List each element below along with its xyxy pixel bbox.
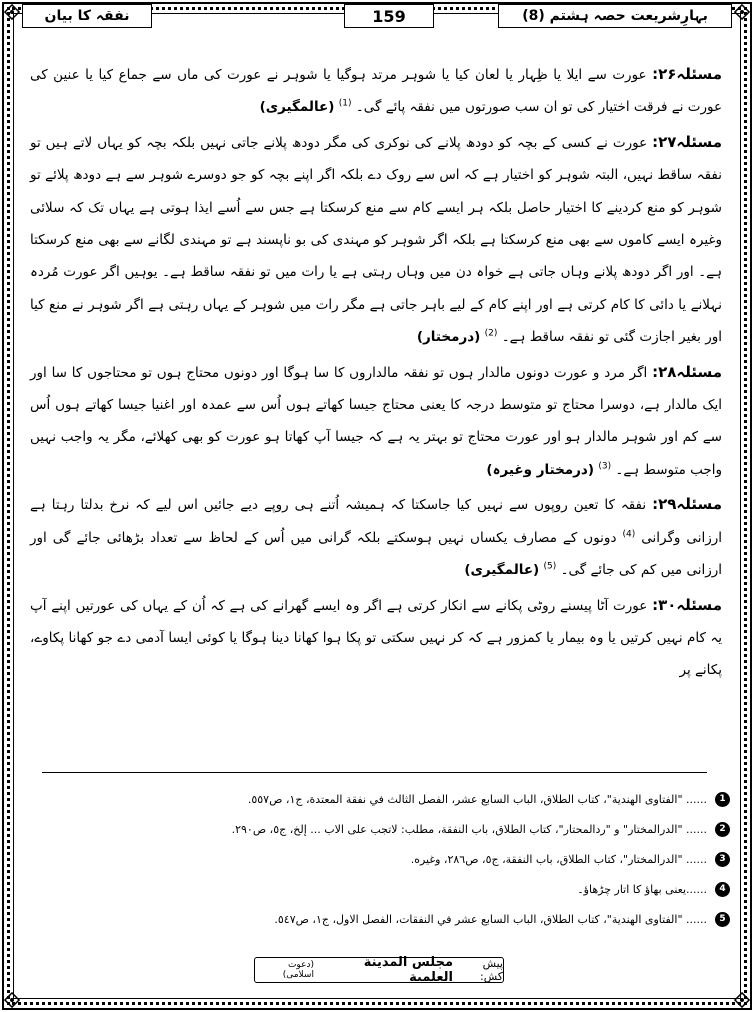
footnote-item	[34, 904, 730, 934]
footer-prefix: پیش کش:	[480, 957, 503, 983]
footnote-ref[interactable]: (2)	[484, 328, 498, 339]
masala-text: اگر مرد و عورت دونوں مالدار ہوں تو نفقہ مالداروں کا سا ہوگا اور دونوں محتاج ہوں تو محتاجوں کا سا اور ایک مالدار ہے، دوسرا محتاج تو متوسط درجہ کا یعنی محتاج جیسا کھاتے ہوں اُس سے عمدہ اور اغنیا جیسا کھاتے ہوں اُس سے کم اور شوہر مالدار ہو اور عورت محتاج تو بہتر یہ ہے کہ جیسا آپ کھاتا ہو عورت کو بھی کھلائے، مگر یہ واجب نہیں واجب متوسط ہے۔	[30, 364, 722, 478]
masala-text: عورت آٹا پیسنے روٹی پکانے سے انکار کرتی ہے اگر وہ ایسے گھرانے کی ہے کہ اُن کے یہاں کی عورتیں اپنے آپ یہ کام نہیں کرتیں یا وہ بیمار یا کمزور ہے کہ کر نہیں سکتی تو پکا ہوا کھانا دینا ہوگا یا کوئی ایسا آدمی دے جو کھانا پکاوے، پکانے پر	[30, 597, 722, 679]
footnote-number: 3	[715, 852, 730, 867]
chapter-title: نفقہ کا بیان	[22, 4, 152, 28]
masala-text: عورت سے ایلا یا ظِہار یا لعان کیا یا شوہر مرتد ہوگیا یا شوہر نے عورت کی ماں سے جماع کیا یا عنین کی عورت نے فرقت اختیار کی تو ان سب صورتوں میں نفقہ پائے گی۔	[30, 67, 722, 116]
footnote-text: ...... "الدرالمختار" و "ردالمحتار"، كتاب الطلاق، باب النفقة، مطلب: لاتجب على الاب ... إلخ، ج٥، ص٢٩٠.	[231, 822, 707, 836]
footnote-item	[34, 814, 730, 844]
publisher-footer	[254, 957, 504, 983]
source-citation: (درمختار وغیرہ)	[486, 461, 595, 478]
masala-26	[30, 58, 722, 124]
footnote-divider	[42, 772, 707, 773]
masala-text: نفقہ کا تعین روپوں سے نہیں کیا جاسکتا کہ ہمیشہ اُتنے ہی روپے دیے جائیں اس لیے کہ نرخ بدلتا رہتا ہے ارزانی وگرانی	[30, 497, 722, 546]
publisher-name: مجلس المدينة العلمية	[363, 955, 454, 985]
footnote-item	[34, 784, 730, 814]
footnote-text: ...... "الفتاوی الهندية"، كتاب الطلاق، الباب السابع عشر في النفقات، الفصل الاول، ج١، ص٥٤٧.	[274, 912, 707, 926]
page-header	[22, 4, 732, 28]
page-number: 159	[344, 4, 434, 28]
corner-ornament-icon	[734, 992, 750, 1008]
footnote-item	[34, 844, 730, 874]
masala-30	[30, 589, 722, 687]
footnotes	[34, 784, 730, 934]
masala-27	[30, 126, 722, 354]
footnote-text: ...... "الدرالمختار"، كتاب الطلاق، باب النفقة، ج٥، ص٢٨٦، وغيره.	[410, 852, 707, 866]
footnote-number: 1	[715, 792, 730, 807]
book-section-title: بہارِشریعت حصہ ہشتم (8)	[498, 4, 732, 28]
footnote-number: 5	[715, 912, 730, 927]
footnote-text: ...... "الفتاوی الهندية"، كتاب الطلاق، الباب السابع عشر، الفصل الثالث في نفقة المعتدة، ج١، ص٥٥٧.	[247, 792, 707, 806]
masala-label: مسئلہ۲۸:	[652, 362, 722, 381]
main-text	[30, 58, 722, 689]
footnote-text: ......یعنی بھاؤ کا اتار چڑھاؤ۔	[577, 882, 707, 896]
masala-label: مسئلہ۲۷:	[652, 132, 722, 151]
masala-label: مسئلہ۲۹:	[652, 495, 722, 514]
source-citation: (درمختار)	[416, 329, 481, 346]
footnote-ref[interactable]: (5)	[543, 561, 557, 572]
publisher-parent: (دعوت اسلامی)	[282, 960, 314, 980]
masala-text: عورت نے کسی کے بچہ کو دودھ پلانے کی نوکری کی مگر دودھ پلانے جاتی نہیں بلکہ بچہ کو یہاں لاتے ہیں تو نفقہ ساقط نہیں، البتہ شوہر کو اختیار ہے کہ اس سے روک دے بلکہ اگر اپنے بچہ کو جو دوسرے شوہر سے ہے دودھ پلائے تو شوہر کو منع کردینے کا اختیار حاصل بلکہ ہر ایسے کام سے منع کرسکتا ہے جس سے اُسے ایذا ہوتی ہے یہاں تک کہ سلائی وغیرہ ایسے کاموں سے بھی منع کرسکتا ہے بلکہ اگر شوہر کو مہندی کی بو ناپسند ہے تو مہندی لگانے سے بھی منع کرسکتا ہے۔ اور اگر دودھ پلانے وہاں جاتی ہے خواہ دن میں وہاں رہتی ہے یا رات میں تو نفقہ ساقط ہے۔ یوہیں اگر عورت مُردہ نہلانے یا دائی کا کام کرتی ہے اور اپنے کام کے لیے باہر جاتی ہے مگر رات میں شوہر کے یہاں رہتی ہے اگر شوہر نے منع کیا اور بغیر اجازت گئی تو نفقہ ساقط ہے۔	[30, 134, 722, 346]
masala-28	[30, 356, 722, 487]
corner-ornament-icon	[4, 4, 20, 20]
footnote-number: 2	[715, 822, 730, 837]
footnote-ref[interactable]: (4)	[622, 529, 636, 540]
masala-label: مسئلہ۲۶:	[652, 65, 723, 83]
masala-text-continued: دونوں کے مصارف یکساں نہیں ہوسکتے بلکہ گرانی میں اُس کے لحاظ سے تعداد بڑھائی جائے گی اور ارزانی میں کم کی جائے گی۔	[30, 529, 722, 579]
footnote-ref[interactable]: (3)	[598, 461, 612, 472]
footnote-number: 4	[715, 882, 730, 897]
source-citation: (عالمگیری)	[259, 99, 335, 116]
masala-label: مسئلہ۳۰:	[652, 595, 722, 614]
masala-29	[30, 488, 722, 586]
source-citation: (عالمگیری)	[464, 562, 540, 579]
footnote-item	[34, 874, 730, 904]
corner-ornament-icon	[734, 4, 750, 20]
footnote-ref[interactable]: (1)	[338, 98, 352, 109]
corner-ornament-icon	[4, 992, 20, 1008]
